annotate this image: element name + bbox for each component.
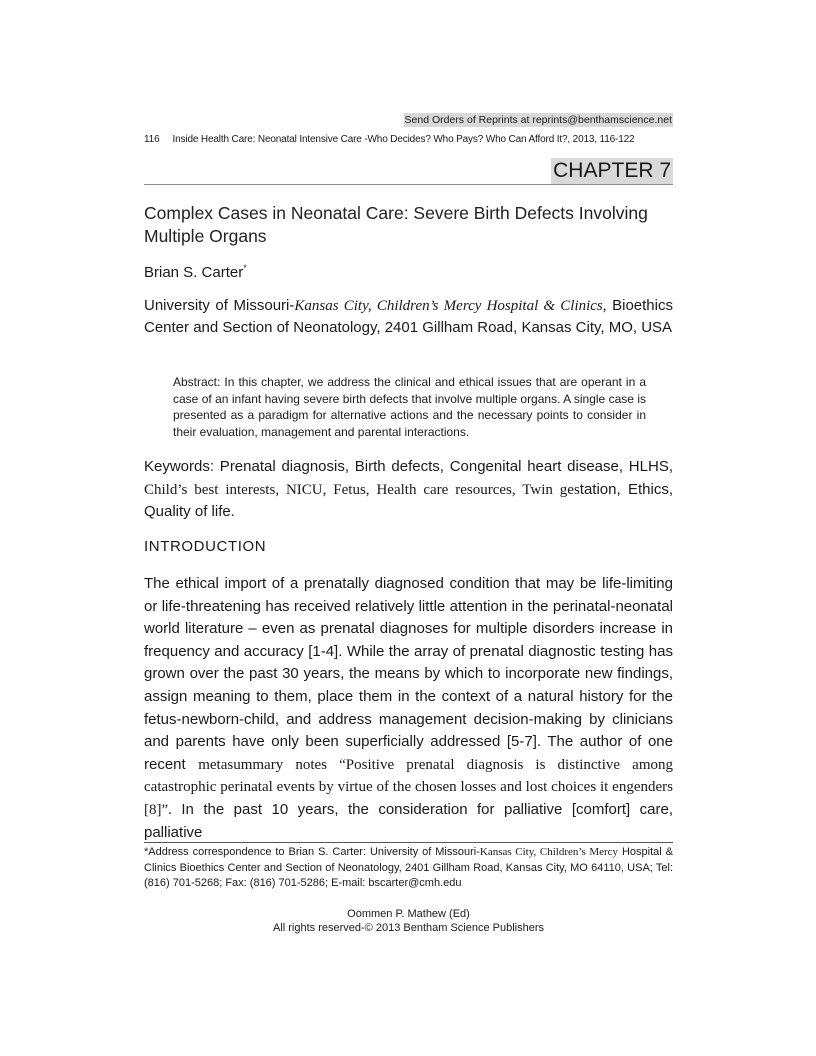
page-number: 116 (144, 134, 160, 145)
introduction-text-1: The ethical import of a prenatally diagnosed condition that may be life-limiting or life-threatening has received relatively little attention in the perinatal-neonatal world literature – even as prenatal diagnoses for multiple disorders increase in frequency and accuracy [1-4]. While the array of prenatal diagnostic testing has grown over the past 30 years, the means by which to incorporate new findings, assign meaning to them, place them in the context of a natural history for the fetus-newborn-child, and address management decision-making by clinicians and parents have only been superficially addressed [5-7]. The author of one recent (144, 575, 673, 773)
reprint-notice: Send Orders of Reprints at reprints@benthamscience.net (404, 114, 672, 126)
affiliation (144, 295, 673, 339)
chapter-divider (144, 184, 673, 185)
affiliation-hospital: Kansas City, Children’s Mercy Hospital & Clinics, (294, 298, 607, 314)
keywords (144, 456, 673, 524)
copyright-notice: All rights reserved-© 2013 Bentham Science Publishers (272, 922, 544, 934)
author-name: Brian S. Carter (144, 264, 244, 281)
chapter-label: CHAPTER 7 (553, 159, 671, 182)
footnote-text-1: *Address correspondence to Brian S. Carter: University of Missouri- (144, 846, 480, 858)
keywords-text-1: Prenatal diagnosis, Birth defects, Congenital heart disease, HLHS, (214, 458, 673, 475)
affiliation-address: Bioethics Center and Section of Neonatology, 2401 Gillham Road, Kansas City, MO, USA (144, 297, 673, 336)
running-head (144, 133, 673, 147)
editor-credit: Oommen P. Mathew (Ed) (347, 908, 470, 920)
keywords-text-3: tation, Ethics, Quality of life. (144, 480, 674, 520)
correspondence-footnote (144, 845, 673, 892)
chapter-title: Complex Cases in Neonatal Care: Severe Birth Defects Involving Multiple Organs (144, 203, 648, 246)
introduction-body (144, 573, 673, 844)
abstract-label: Abstract: (173, 375, 221, 389)
keywords-text-2: Child’s best interests, NICU, Fetus, Health care resources, Twin ges (144, 481, 580, 498)
author (144, 258, 247, 283)
footnote-text-3: Hospital & Clinics Bioethics Center and Section of Neonatology, 2401 Gillham Road, Kansas City, MO 64110, USA; Tel: (816) 701-5268; Fax: (816) 701-5286; E-mail: bscarter@cmh.edu (144, 846, 673, 889)
footnote-text-2: Kansas City, Children’s Mercy (479, 846, 619, 858)
introduction-text-2: metasummary notes “Positive prenatal diagnosis is distinctive among catastrophic perinatal events by virtue of the chosen losses and lost choices it engenders [8]”. (144, 756, 673, 818)
affiliation-university: University of Missouri- (144, 297, 295, 314)
abstract (173, 374, 646, 440)
footnote-divider (144, 842, 673, 843)
keywords-label: Keywords: (144, 458, 215, 475)
introduction-text-3: In the past 10 years, the consideration for palliative [comfort] care, palliative (144, 800, 673, 841)
introduction-heading: INTRODUCTION (144, 538, 267, 555)
abstract-text: In this chapter, we address the clinical and ethical issues that are operant in a case of an infant having severe birth defects that involve multiple organs. A single case is presented as a paradigm for alternative actions and the necessary points to consider in their evaluation, management and parental interactions. (173, 375, 646, 439)
author-footnote-mark: * (243, 263, 247, 273)
running-title: Inside Health Care: Neonatal Intensive Care -Who Decides? Who Pays? Who Can Afford It?, 2013, 116-122 (172, 134, 635, 145)
page (144, 0, 673, 1056)
